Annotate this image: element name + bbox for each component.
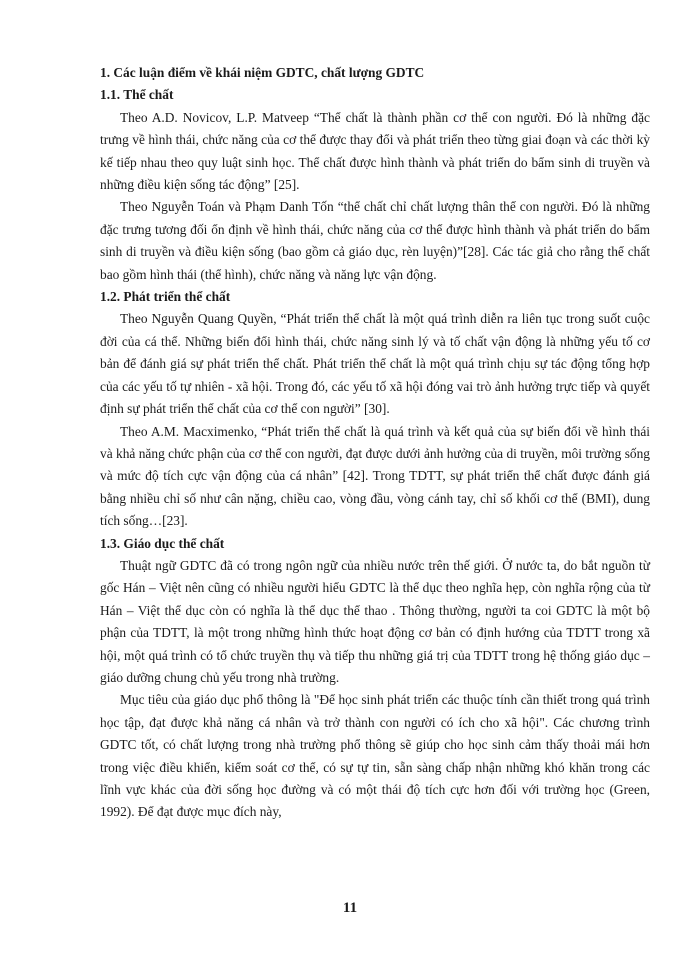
paragraph-2: Theo Nguyễn Toán và Phạm Danh Tốn “thể chất chỉ chất lượng thân thể con người. Đó là những đặc trưng tương đối ổn định về hình thái, chức năng của cơ thể được hình thành và phát triển do bẩm sinh di truyền và điều kiện sống (bao gồm cả giáo dục, rèn luyện)”[28]. Các tác giả cho rằng thể chất bao gồm hình thái (thể hình), chức năng và năng lực vận động. [100,199,650,282]
paragraph-4: Theo A.M. Macximenko, “Phát triển thể chất là quá trình và kết quả của sự biến đổi về hình thái và khả năng chức phận của cơ thể con người, đạt được dưới ảnh hưởng của di truyền, môi trường sống và mức độ tích cực vận động của cá nhân” [42]. Trong TDTT, sự phát triển thể chất được đánh giá bằng nhiều chỉ số như cân nặng, chiều cao, vòng đầu, vòng cánh tay, chỉ số khối cơ thể (BMI), dung tích sống…[23]. [100,423,650,529]
heading-1-1: 1.1. Thể chất [100,87,174,103]
document-body [100,62,650,824]
paragraph-6: Mục tiêu của giáo dục phổ thông là "Để học sinh phát triển các thuộc tính cần thiết trong quá trình học tập, đạt được khả năng cá nhân và trở thành con người có ích cho xã hội". Các chương trình GDTC tốt, có chất lượng trong nhà trường phổ thông sẽ giúp cho học sinh cảm thấy thoải mái hơn trong việc điều khiển, kiểm soát cơ thể, có sự tự tin, sẵn sàng chấp nhận những khó khăn trong các lĩnh vực khác của đời sống học đường và có một thái độ tích cực hơn đối với trường học (Green, 1992). Để đạt được mục đích này, [100,692,650,820]
heading-1-2: 1.2. Phát triển thể chất [100,289,231,305]
paragraph-3: Theo Nguyễn Quang Quyền, “Phát triển thể chất là một quá trình diễn ra liên tục trong suốt cuộc đời của cá thể. Những biến đổi hình thái, chức năng sinh lý và tố chất vận động là những yếu tố cơ bản để đánh giá sự phát triển thể chất. Phát triển thể chất là một quá trình chịu sự tác động tổng hợp của các yếu tố tự nhiên - xã hội. Trong đó, các yếu tố xã hội đóng vai trò ảnh hưởng trực tiếp và quyết định sự phát triển thể chất của cơ thể con người” [30]. [100,311,650,417]
paragraph-5: Thuật ngữ GDTC đã có trong ngôn ngữ của nhiều nước trên thế giới. Ở nước ta, do bắt nguồn từ gốc Hán – Việt nên cũng có nhiều người hiểu GDTC là thể dục theo nghĩa hẹp, còn nghĩa rộng của từ Hán – Việt thể dục còn có nghĩa là thể dục thể thao . Thông thường, người ta coi GDTC là một bộ phận của TDTT, là một trong những hình thức hoạt động cơ bản có định hướng của TDTT trong xã hội, một quá trình có tổ chức truyền thụ và tiếp thu những giá trị của TDTT trong hệ thống giáo dục – giáo dưỡng chung chủ yếu trong nhà trường. [100,557,650,685]
paragraph-1: Theo A.D. Novicov, L.P. Matveep “Thể chất là thành phần cơ thể con người. Đó là những đặc trưng về hình thái, chức năng của cơ thể được thay đổi và phát triển theo từng giai đoạn và các thời kỳ kế tiếp nhau theo quy luật sinh học. Thể chất được hình thành và phát triển do bẩm sinh di truyền và những điều kiện sống tác động” [25]. [100,109,650,193]
heading-1-3: 1.3. Giáo dục thể chất [100,535,225,551]
page-number: 11 [342,900,358,916]
heading-section-1: 1. Các luận điểm về khái niệm GDTC, chất lượng GDTC [100,65,425,80]
